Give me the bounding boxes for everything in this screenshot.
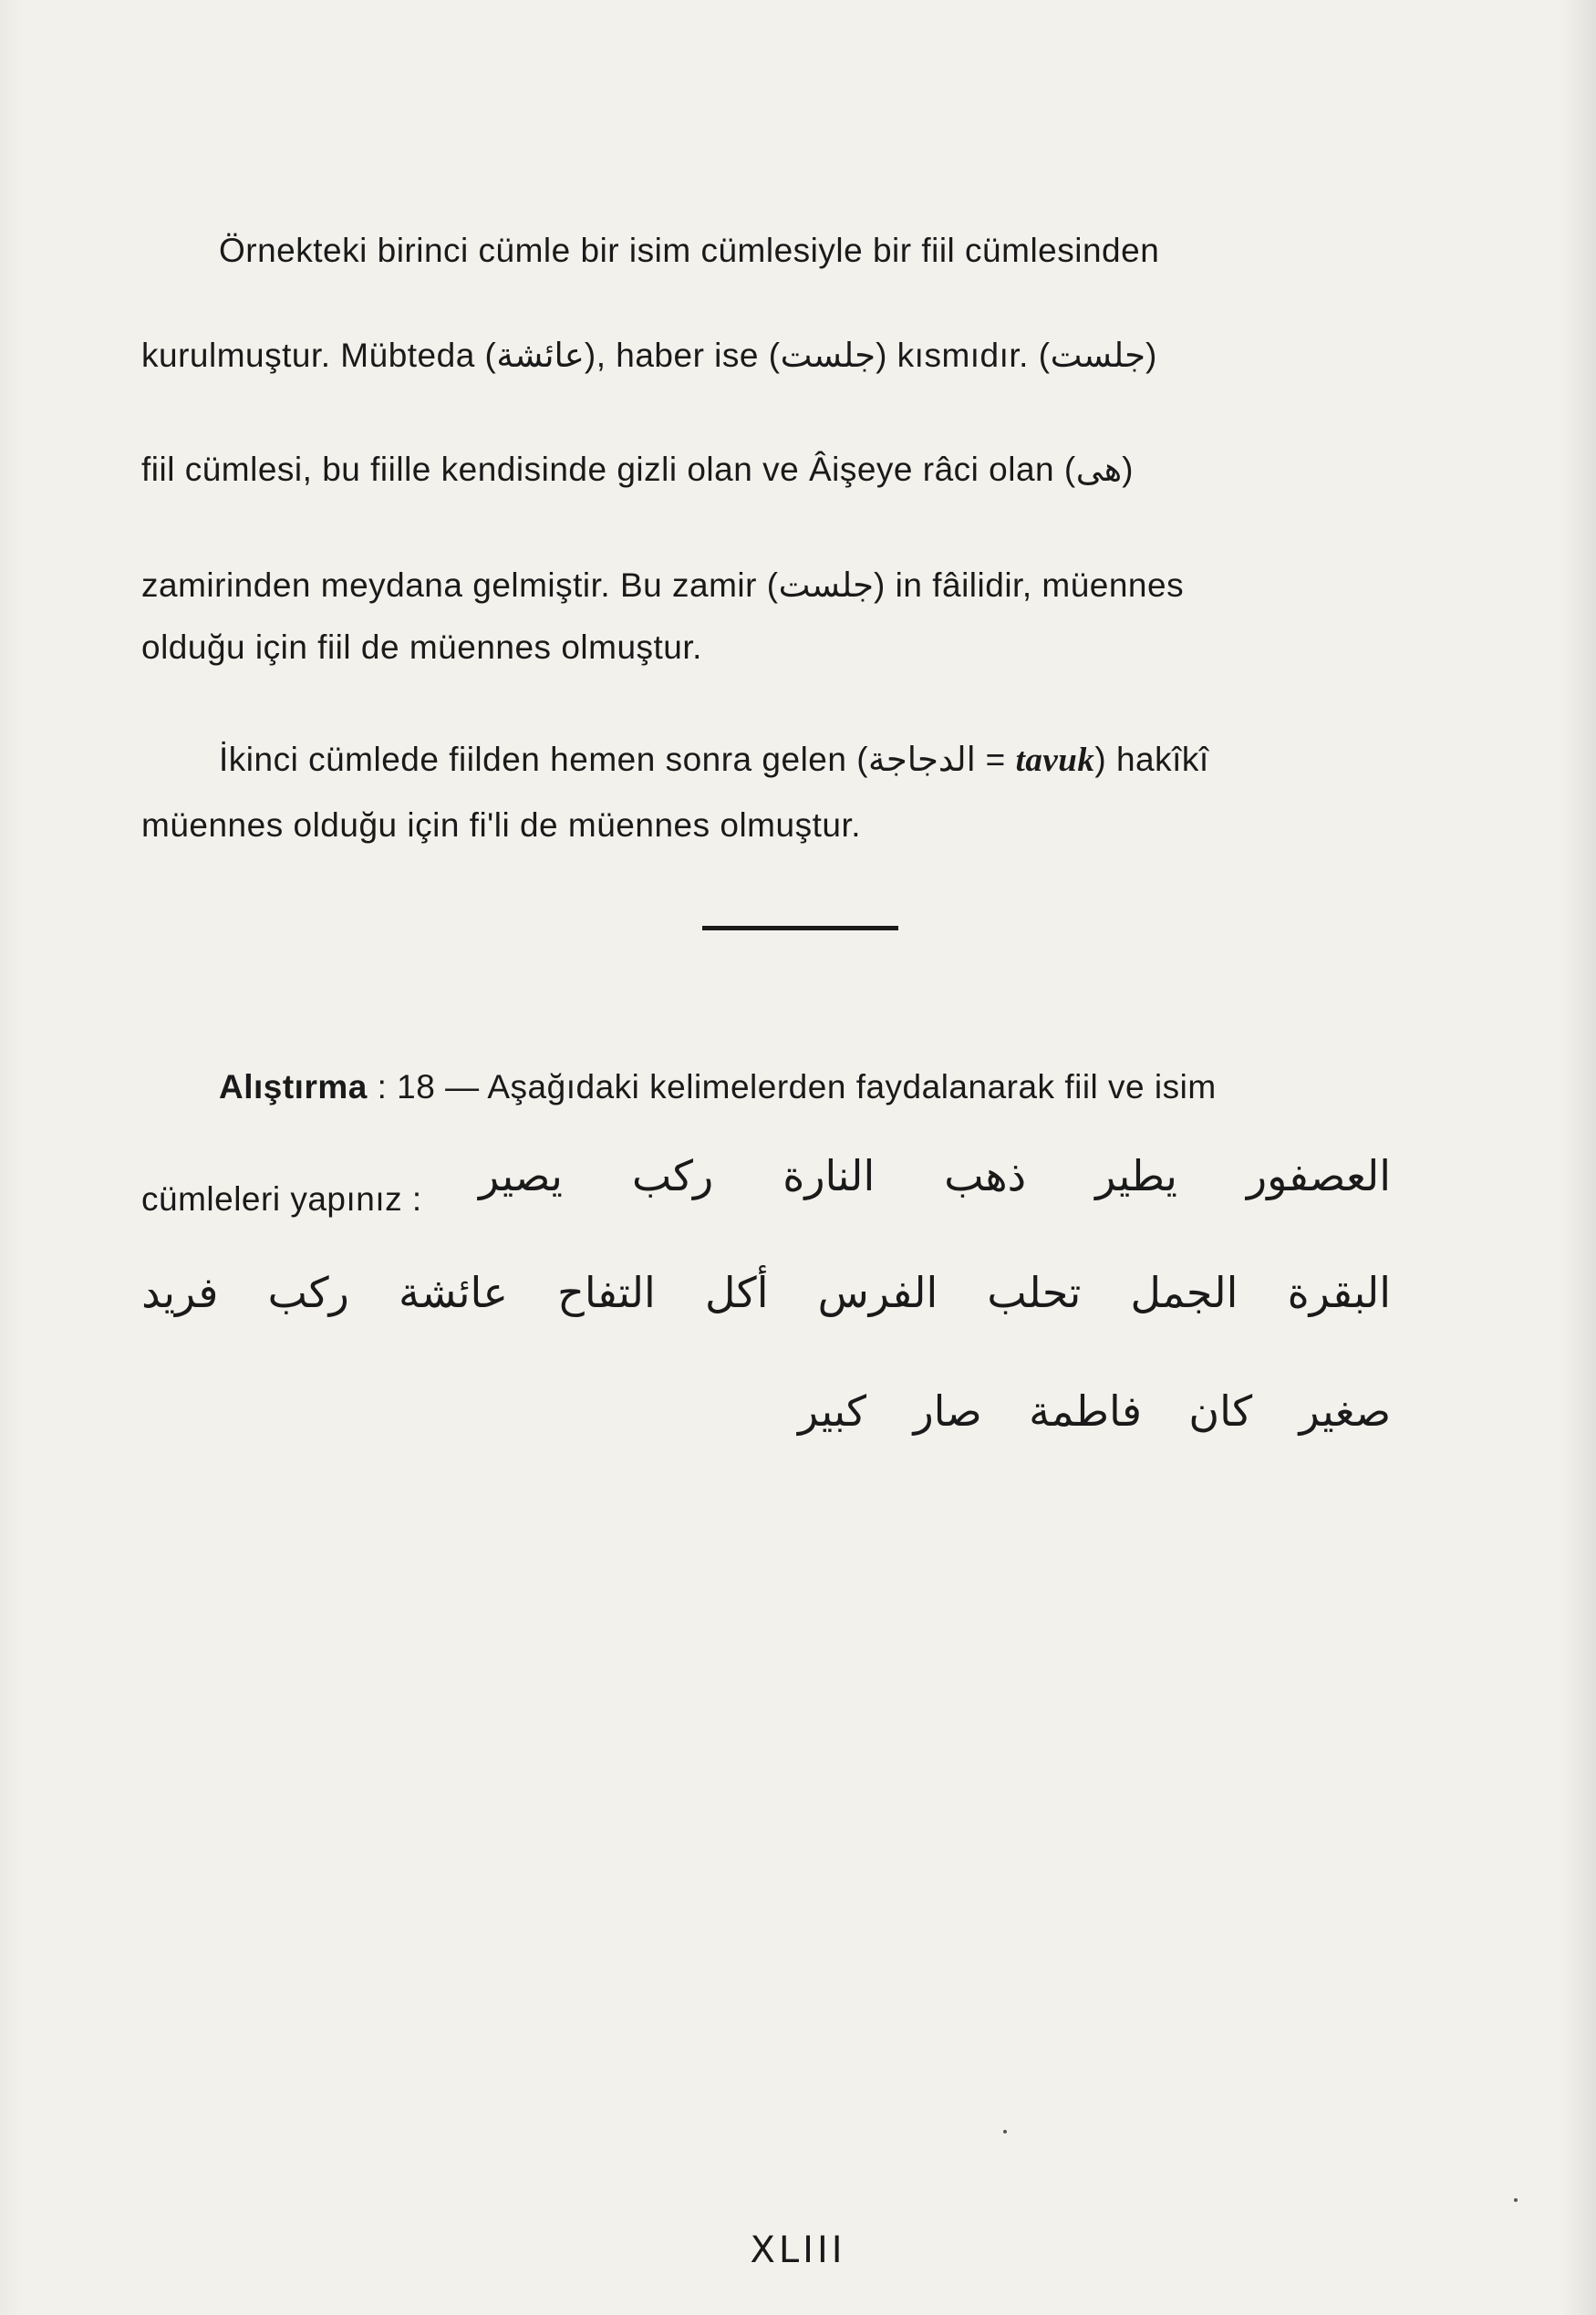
p1-line4-text-b: ) in fâilidir, müennes	[874, 566, 1185, 604]
vocab-word: البقرة	[1287, 1268, 1391, 1317]
p1-line5-text: olduğu için fiil de müennes olmuştur.	[141, 628, 702, 666]
exercise-block	[141, 0, 1464, 1241]
arabic-word-jalasat-2: جلست	[1050, 336, 1146, 375]
vocab-word: التفاح	[557, 1268, 656, 1317]
arabic-word-aisha: عائشة	[496, 336, 585, 375]
page-edge-left	[0, 0, 24, 2315]
p1-line2-text-b: ), haber ise (	[584, 337, 781, 374]
vocab-word: تحلب	[987, 1268, 1082, 1317]
p2-line1-text-a: İkinci cümlede fiilden hemen sonra gelen (	[219, 741, 869, 778]
page-number: XLIII	[750, 2229, 846, 2271]
p2-line1-text-b: ) hakîkî	[1094, 741, 1209, 778]
p2-line2-text: müennes olduğu için fi'li de müennes olmuştur.	[141, 806, 861, 844]
p2-line1-eq: =	[975, 741, 1016, 778]
vocab-word: فريد	[141, 1268, 219, 1317]
vocab-row-3	[798, 1386, 1391, 1436]
vocab-word: ركب	[631, 1151, 714, 1200]
exercise-instruction-cont: cümleleri yapınız :	[141, 1180, 422, 1218]
vocab-word: عائشة	[399, 1268, 508, 1317]
vocab-word: ركب	[267, 1268, 349, 1317]
p1-line2-text-c: ) kısmıdır. (	[876, 337, 1051, 374]
p1-line2-text-d: )	[1145, 337, 1157, 374]
vocab-word: الفرس	[817, 1268, 938, 1317]
exercise-line-1	[219, 1069, 1217, 1106]
arabic-word-jalasat: جلست	[780, 336, 876, 375]
print-speck	[1003, 2130, 1007, 2133]
vocab-word: صغير	[1299, 1386, 1391, 1436]
page-edge-right	[1560, 0, 1596, 2315]
vocab-word: النارة	[782, 1151, 876, 1200]
p1-line4-text-a: zamirinden meydana gelmiştir. Bu zamir (	[141, 566, 779, 604]
exercise-line-2	[141, 1181, 422, 1219]
p1-line3-text-b: )	[1122, 451, 1134, 488]
vocab-row-1	[479, 1151, 1391, 1200]
vocab-row-2	[141, 1268, 1391, 1317]
vocab-word: يطير	[1095, 1151, 1177, 1200]
vocab-word: أكل	[704, 1268, 769, 1317]
exercise-separator: : 18 —	[377, 1068, 480, 1106]
vocab-word: فاطمة	[1029, 1386, 1142, 1436]
p1-line1-text: Örnekteki birinci cümle bir isim cümlesiyle bir fiil cümlesinden	[219, 232, 1160, 269]
vocab-word: الجمل	[1130, 1268, 1238, 1317]
exercise-label: Alıştırma	[219, 1068, 368, 1106]
vocab-word: يصير	[479, 1151, 563, 1200]
vocab-word: صار	[913, 1386, 982, 1436]
vocab-word: كبير	[798, 1386, 867, 1436]
exercise-instruction: Aşağıdaki kelimelerden faydalanarak fiil ve isim	[487, 1068, 1217, 1106]
p2-line1-italic-tavuk: tavuk	[1015, 742, 1095, 779]
vocab-word: العصفور	[1246, 1151, 1391, 1200]
arabic-word-jalasat-3: جلست	[778, 566, 875, 605]
vocab-word: ذهب	[944, 1151, 1027, 1200]
arabic-word-hiya: هى	[1075, 450, 1123, 489]
vocab-word: كان	[1188, 1386, 1253, 1436]
arabic-word-dajaja: الدجاجة	[868, 740, 976, 779]
p1-line2-text-a: kurulmuştur. Mübteda (	[141, 337, 497, 374]
p1-line3-text-a: fiil cümlesi, bu fiille kendisinde gizli olan ve Âişeye râci olan (	[141, 451, 1076, 488]
print-speck	[1514, 2198, 1518, 2202]
